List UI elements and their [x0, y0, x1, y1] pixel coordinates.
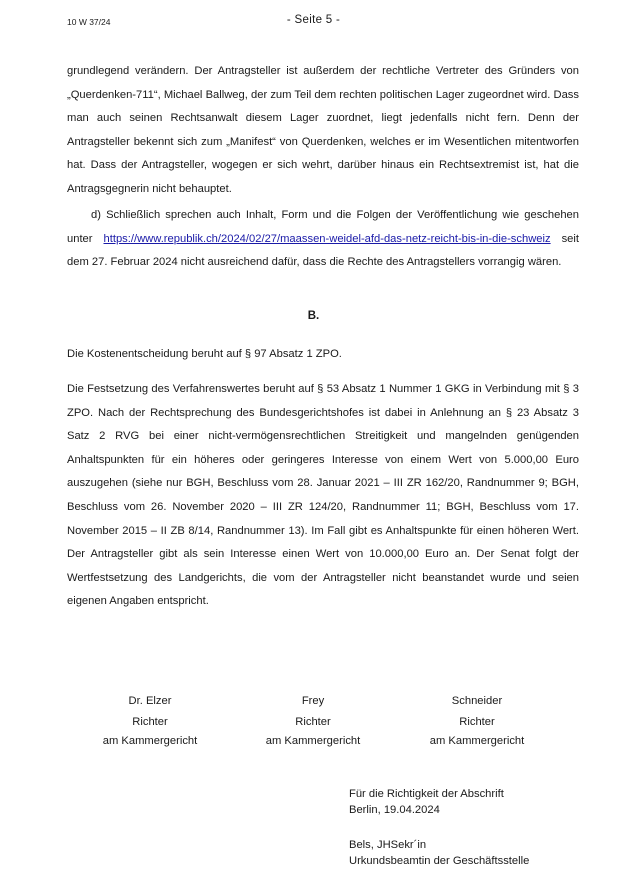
signer-frey — [238, 692, 388, 751]
certification-block — [349, 786, 529, 869]
paragraph-text — [67, 204, 579, 275]
certification-place-date: Berlin, 19.04.2024 — [349, 804, 440, 816]
signer-name: Dr. Elzer — [128, 695, 172, 707]
section-heading-b: B. — [307, 310, 320, 322]
signer-role: Richter — [295, 716, 331, 728]
signer-role: Richter — [459, 716, 495, 728]
signer-court: am Kammergericht — [265, 735, 361, 747]
page-number: - Seite 5 - — [286, 14, 341, 26]
paragraph-text: grundlegend verändern. Der Antragsteller ist außerdem der rechtliche Vertreter des Gründers von „Querdenken-711“, Michael Ballweg, der zum Teil dem rechten politischen Lager zugeordnet wird. Dass man auch seinen Rechtsanwalt diesem Lager zuordnet, liegt jedenfalls nicht fern. Denn der Antragsteller bekennt sich zum „Manifest“ von Querdenken, welches er im Wesentlichen mitentworfen hat. Dass der Antragsteller, wogegen er sich wehrt, darüber hinaus ein Rechtsextremist ist, hat die Antragsgegnerin nicht behauptet. — [67, 65, 579, 195]
certification-note: Für die Richtigkeit der Abschrift — [349, 788, 504, 800]
paragraph-d-text-end: seit dem 27. Februar 2024 nicht ausreichend dafür, dass die Rechte des Antragstellers vorrangig wären. — [67, 232, 579, 269]
signer-name: Schneider — [451, 695, 503, 707]
paragraph-text: Die Festsetzung des Verfahrenswertes beruht auf § 53 Absatz 1 Nummer 1 GKG in Verbindung mit § 3 ZPO. Nach der Rechtsprechung des Bundesgerichtshofes ist dabei in Anlehnung an § 23 Absatz 3 Satz 2 RVG bei einer nicht-vermögensrechtlichen Streitigkeit und mangelnden genügenden Anhaltspunkten für ein höheres oder geringeres Interesse von einem Wert von 5.000,00 Euro auszugehen (siehe nur BGH, Beschluss vom 28. Januar 2021 – III ZR 162/20, Randnummer 9; BGH, Beschluss vom 26. November 2020 – III ZR 124/20, Randnummer 11; BGH, Beschluss vom 17. November 2015 – II ZB 8/14, Randnummer 13). Im Fall gibt es Anhaltspunkte für einen höheren Wert. Der Antragsteller gibt als sein Interesse einen Wert von 10.000,00 Euro an. Der Senat folgt der Wertfestsetzung des Landgerichts, die vom der Antragsteller nicht beanstandet wurde und seien eigenen Angaben entspricht. — [67, 383, 579, 608]
paragraph-d-text-start: d) Schließlich sprechen auch Inhalt, Form und die Folgen der Veröffentlichung wie geschehen unter — [67, 209, 579, 245]
signer-role: Richter — [132, 716, 168, 728]
signer-court: am Kammergericht — [102, 735, 198, 747]
paragraph-text: Die Kostenentscheidung beruht auf § 97 Absatz 1 ZPO. — [67, 348, 342, 360]
paragraph-verfahrenswert — [67, 378, 579, 614]
clerk-title: Urkundsbeamtin der Geschäftsstelle — [349, 855, 530, 867]
signer-court: am Kammergericht — [429, 735, 525, 747]
signer-elzer — [75, 692, 225, 751]
spacer — [349, 818, 529, 837]
clerk-name: Bels, JHSekr´in — [349, 839, 427, 851]
paragraph-antragsteller — [67, 60, 579, 202]
signer-schneider — [402, 692, 552, 751]
republik-article-link[interactable]: https://www.republik.ch/2024/02/27/maassen-weidel-afd-das-netz-reicht-bis-in-die-schweiz — [103, 232, 551, 245]
file-reference: 10 W 37/24 — [67, 17, 111, 27]
signer-name: Frey — [301, 695, 325, 707]
paragraph-kosten — [67, 343, 579, 367]
paragraph-d — [67, 204, 579, 275]
